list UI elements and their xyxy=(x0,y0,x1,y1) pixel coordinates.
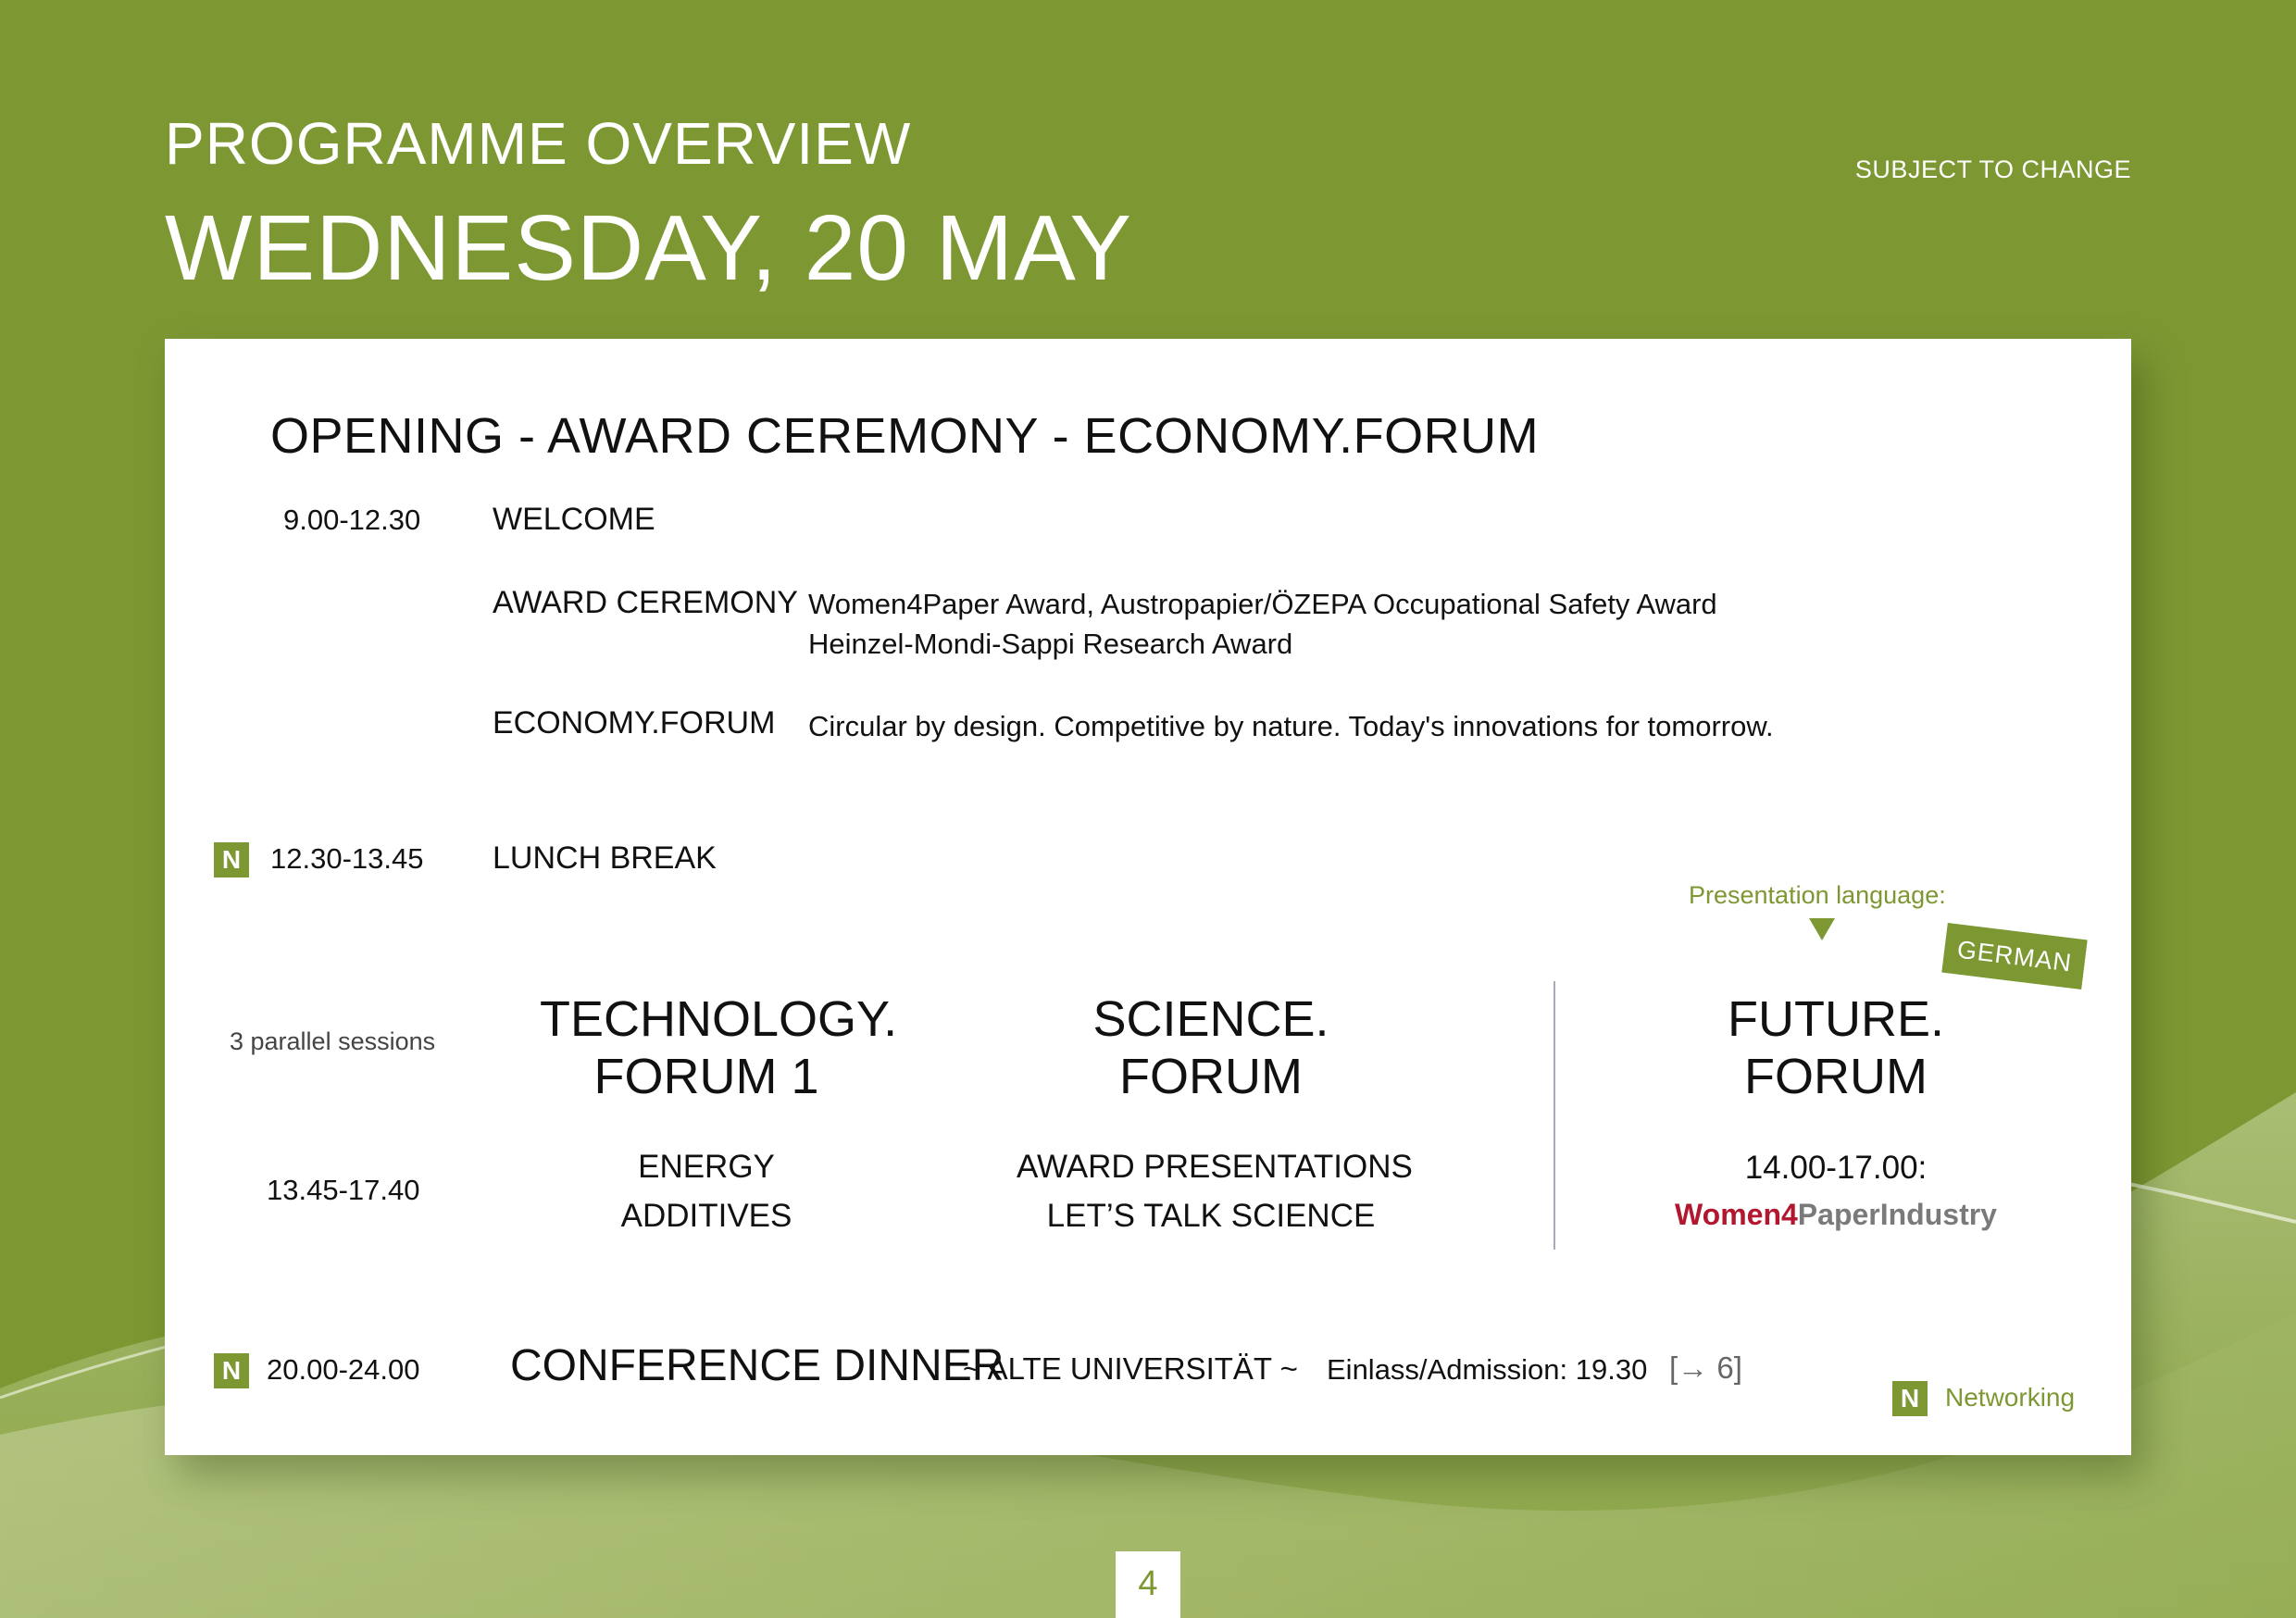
technology-forum-title-line1: TECHNOLOGY. xyxy=(540,991,898,1047)
award-ceremony-label: AWARD CEREMONY xyxy=(493,585,798,620)
award-ceremony-line1: Women4Paper Award, Austropapier/ÖZEPA Occupational Safety Award xyxy=(808,588,1717,620)
future-forum-title-line2: FORUM xyxy=(1744,1049,1928,1104)
technology-topic-energy: ENERGY xyxy=(638,1149,775,1185)
science-topic-lets-talk-science: LET’S TALK SCIENCE xyxy=(1046,1198,1376,1234)
programme-card xyxy=(165,339,2131,1455)
science-forum-title-line1: SCIENCE. xyxy=(1092,991,1329,1047)
opening-section-title: OPENING - AWARD CEREMONY - ECONOMY.FORUM xyxy=(270,408,1540,464)
german-language-tag: GERMAN xyxy=(1941,923,2087,989)
forum-divider xyxy=(1554,981,1555,1250)
logo-part-paperindustry: PaperIndustry xyxy=(1797,1198,1997,1231)
networking-badge-icon: N xyxy=(214,842,249,877)
opening-time: 9.00-12.30 xyxy=(283,504,421,536)
science-forum-title xyxy=(1017,990,1405,1105)
down-arrow-icon xyxy=(1809,918,1835,940)
award-ceremony-line2: Heinzel-Mondi-Sappi Research Award xyxy=(808,628,1293,660)
science-forum-topics xyxy=(1017,1142,1413,1240)
subject-to-change-note: SUBJECT TO CHANGE xyxy=(1854,156,2131,183)
women4paperindustry-logo xyxy=(1669,1198,2003,1232)
header-date: WEDNESDAY, 20 MAY xyxy=(165,196,1133,300)
technology-forum-title-line2: FORUM 1 xyxy=(593,1049,819,1104)
networking-legend-label: Networking xyxy=(1945,1383,2076,1412)
lunch-break-label: LUNCH BREAK xyxy=(493,840,717,876)
technology-topic-additives: ADDITIVES xyxy=(620,1198,792,1234)
logo-part-women4: Women4 xyxy=(1675,1198,1798,1231)
welcome-label: WELCOME xyxy=(493,502,655,537)
dinner-admission: Einlass/Admission: 19.30 xyxy=(1327,1353,1648,1386)
economy-forum-description: Circular by design. Competitive by nature. Today's innovations for tomorrow. xyxy=(808,710,1774,742)
networking-legend-icon: N xyxy=(1892,1381,1928,1416)
networking-badge-icon: N xyxy=(214,1353,249,1388)
dinner-time: 20.00-24.00 xyxy=(267,1353,420,1386)
dinner-venue: ~ ALTE UNIVERSITÄT ~ xyxy=(963,1351,1298,1386)
future-forum-time: 14.00-17.00: xyxy=(1744,1150,1928,1186)
dinner-page-reference: [→ 6] xyxy=(1669,1350,1742,1385)
parallel-sessions-label: 3 parallel sessions xyxy=(230,1027,436,1055)
future-forum-title xyxy=(1669,990,2003,1105)
page-number: 4 xyxy=(1116,1551,1180,1618)
technology-forum-topics xyxy=(540,1142,873,1240)
future-forum-title-line1: FUTURE. xyxy=(1728,991,1944,1047)
economy-forum-label: ECONOMY.FORUM xyxy=(493,705,776,741)
technology-forum-title xyxy=(540,990,898,1105)
conference-dinner-title: CONFERENCE DINNER xyxy=(510,1341,1004,1390)
science-forum-title-line2: FORUM xyxy=(1119,1049,1303,1104)
presentation-language-note: Presentation language: xyxy=(1689,881,1946,909)
sessions-time: 13.45-17.40 xyxy=(267,1174,420,1206)
header-title: PROGRAMME OVERVIEW xyxy=(165,110,912,177)
lunch-time: 12.30-13.45 xyxy=(270,842,424,875)
science-topic-award-presentations: AWARD PRESENTATIONS xyxy=(1017,1149,1413,1185)
